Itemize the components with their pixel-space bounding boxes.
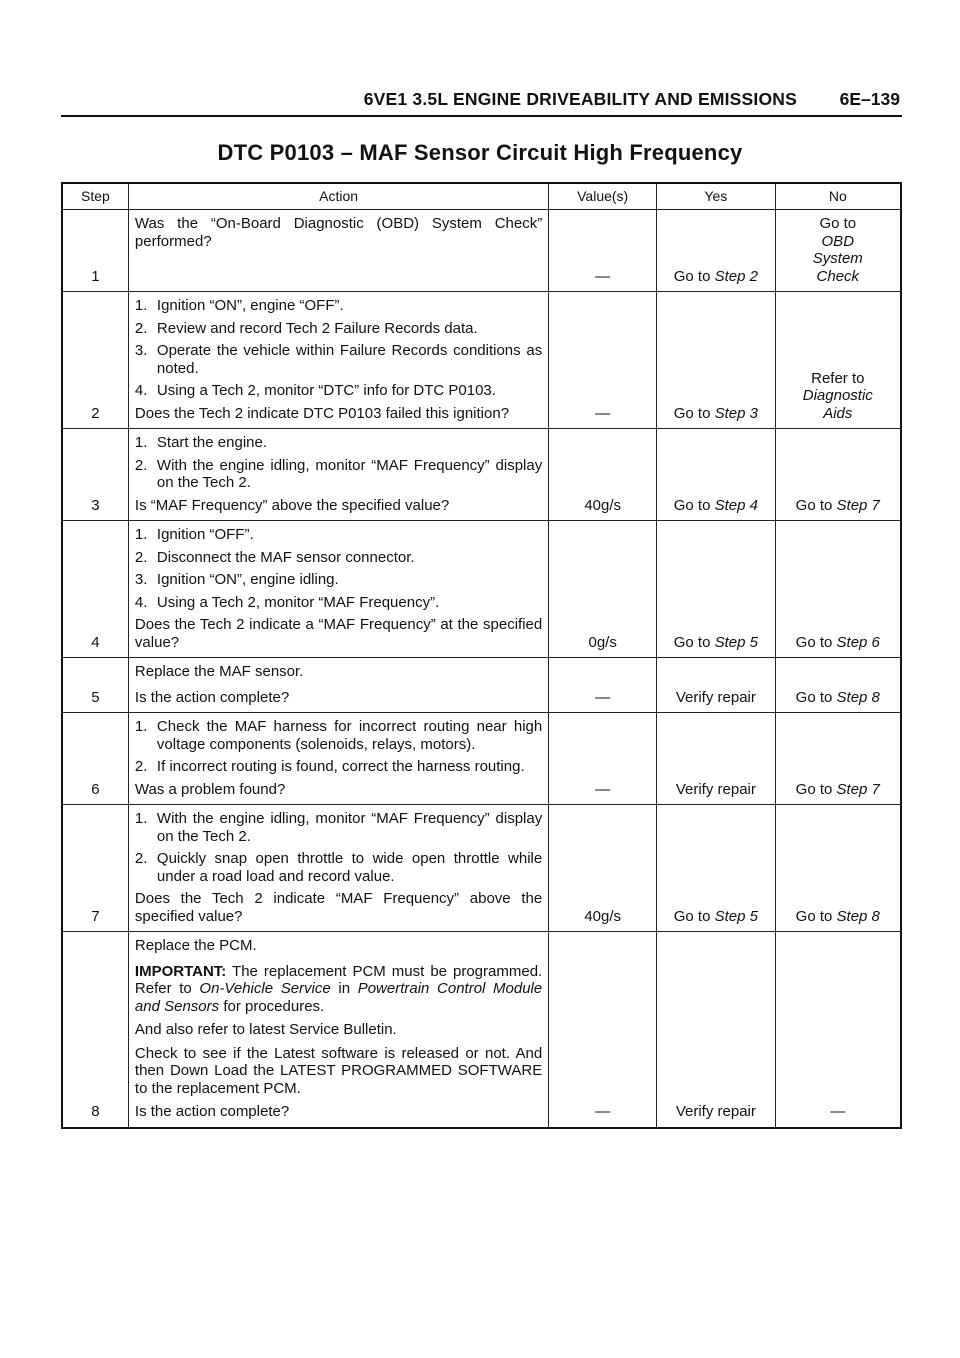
column-header-yes: Yes (657, 183, 775, 210)
table-row (62, 210, 901, 292)
step-yes: Verify repair (657, 658, 775, 713)
action-paragraph: And also refer to latest Service Bulletin. (134, 1021, 397, 1038)
step-link: OBD System Check (812, 232, 863, 285)
action-paragraph: Replace the PCM. (134, 937, 257, 954)
step-link: Step 6 (836, 633, 880, 651)
step-no: Go to Step 6 (775, 521, 901, 658)
action-paragraph: Replace the MAF sensor. (134, 663, 304, 680)
step-number: 4 (62, 521, 128, 658)
step-yes: Go to Step 2 (657, 210, 775, 292)
step-link: Step 5 (714, 633, 758, 651)
action-paragraph: Check to see if the Latest software is released or not. And then Down Load the LATEST PROGRAMMED SOFTWARE to the replacement PCM. (134, 1044, 543, 1097)
step-action (128, 658, 548, 713)
step-action (128, 292, 548, 429)
important-label: IMPORTANT: (134, 962, 227, 980)
step-link: Diagnostic Aids (802, 387, 873, 422)
step-action (128, 805, 548, 932)
step-action (128, 429, 548, 521)
table-row (62, 932, 901, 1128)
step-no: Go to OBD System Check (775, 210, 901, 292)
column-header-values: Value(s) (549, 183, 657, 210)
action-item: 1. Ignition “ON”, engine “OFF”. (134, 297, 344, 314)
page-number: 6E–139 (839, 89, 900, 109)
action-item: 1. Start the engine. (134, 434, 267, 451)
table-row (62, 429, 901, 521)
action-item: 2. If incorrect routing is found, correct the harness routing. (134, 758, 525, 775)
step-value: — (549, 658, 657, 713)
table-row (62, 713, 901, 805)
step-yes: Go to Step 3 (657, 292, 775, 429)
action-item: 2. Disconnect the MAF sensor connector. (134, 548, 415, 566)
step-action (128, 521, 548, 658)
step-action (128, 713, 548, 805)
column-header-no: No (775, 183, 901, 210)
reference-link: On-Vehicle Service (199, 980, 331, 997)
page-header (61, 89, 902, 117)
table-row (62, 805, 901, 932)
step-no: Go to Step 8 (775, 658, 901, 713)
step-no: Refer to Diagnostic Aids (775, 292, 901, 429)
action-item: 2. With the engine idling, monitor “MAF Frequency” display on the Tech 2. (134, 456, 543, 491)
step-yes: Go to Step 5 (657, 805, 775, 932)
action-item: 1. With the engine idling, monitor “MAF Frequency” display on the Tech 2. (134, 810, 543, 845)
table-row (62, 292, 901, 429)
step-question: Does the Tech 2 indicate a “MAF Frequency” at the specified value? (134, 616, 543, 651)
step-yes: Verify repair (657, 713, 775, 805)
table-row (62, 521, 901, 658)
step-value: 0g/s (549, 521, 657, 658)
step-value: — (549, 292, 657, 429)
action-item: 1. Ignition “OFF”. (134, 526, 254, 543)
action-item: 3. Operate the vehicle within Failure Records conditions as noted. (134, 342, 543, 377)
step-yes: Go to Step 5 (657, 521, 775, 658)
step-link: Step 8 (836, 907, 880, 925)
document-title: DTC P0103 – MAF Sensor Circuit High Frequency (217, 140, 743, 165)
table-row (62, 658, 901, 713)
action-item: 4. Using a Tech 2, monitor “MAF Frequency”. (134, 593, 440, 611)
step-question: Does the Tech 2 indicate DTC P0103 failed this ignition? (134, 404, 510, 422)
step-no: Go to Step 8 (775, 805, 901, 932)
step-question: Is the action complete? (134, 1103, 290, 1120)
step-link: Step 7 (836, 496, 880, 514)
step-value: — (549, 932, 657, 1128)
step-question: Was the “On-Board Diagnostic (OBD) System Check” performed? (134, 215, 543, 250)
step-action (128, 932, 548, 1128)
step-no: Go to Step 7 (775, 713, 901, 805)
diagnostic-table (61, 182, 902, 1129)
section-title: 6VE1 3.5L ENGINE DRIVEABILITY AND EMISSIONS (363, 89, 797, 109)
step-link: Step 7 (836, 780, 880, 798)
step-action (128, 210, 548, 292)
step-no: Go to Step 7 (775, 429, 901, 521)
action-item: 2. Quickly snap open throttle to wide open throttle while under a road load and record value. (134, 850, 543, 885)
step-number: 8 (62, 932, 128, 1128)
step-number: 6 (62, 713, 128, 805)
column-header-action: Action (128, 183, 548, 210)
step-link: Step 5 (714, 907, 758, 925)
important-note: IMPORTANT: The replacement PCM must be programmed. Refer to On-Vehicle Service in Powertrain Control Module and Sensors for procedures. (134, 962, 543, 1015)
step-question: Is the action complete? (134, 688, 290, 706)
step-link: Step 4 (714, 496, 758, 514)
action-item: 3. Ignition “ON”, engine idling. (134, 571, 339, 588)
step-link: Step 3 (714, 404, 758, 422)
step-question: Was a problem found? (134, 780, 286, 798)
action-item: 1. Check the MAF harness for incorrect routing near high voltage components (solenoids, relays, motors). (134, 718, 543, 753)
step-link: Step 2 (714, 267, 758, 285)
step-number: 3 (62, 429, 128, 521)
step-number: 1 (62, 210, 128, 292)
column-header-step: Step (62, 183, 128, 210)
reference-link: Powertrain Control Module and Sensors (134, 980, 543, 1015)
step-question: Does the Tech 2 indicate “MAF Frequency” above the specified value? (134, 890, 543, 925)
step-value: — (549, 210, 657, 292)
table-header-row (62, 183, 901, 210)
step-question: Is “MAF Frequency” above the specified value? (134, 496, 450, 514)
step-number: 2 (62, 292, 128, 429)
step-no: — (775, 932, 901, 1128)
step-link: Step 8 (836, 688, 880, 706)
step-number: 7 (62, 805, 128, 932)
action-item: 2. Review and record Tech 2 Failure Records data. (134, 319, 478, 337)
action-item: 4. Using a Tech 2, monitor “DTC” info for DTC P0103. (134, 382, 496, 399)
step-value: — (549, 713, 657, 805)
step-value: 40g/s (549, 429, 657, 521)
step-yes: Go to Step 4 (657, 429, 775, 521)
step-value: 40g/s (549, 805, 657, 932)
step-number: 5 (62, 658, 128, 713)
step-yes: Verify repair (657, 932, 775, 1128)
